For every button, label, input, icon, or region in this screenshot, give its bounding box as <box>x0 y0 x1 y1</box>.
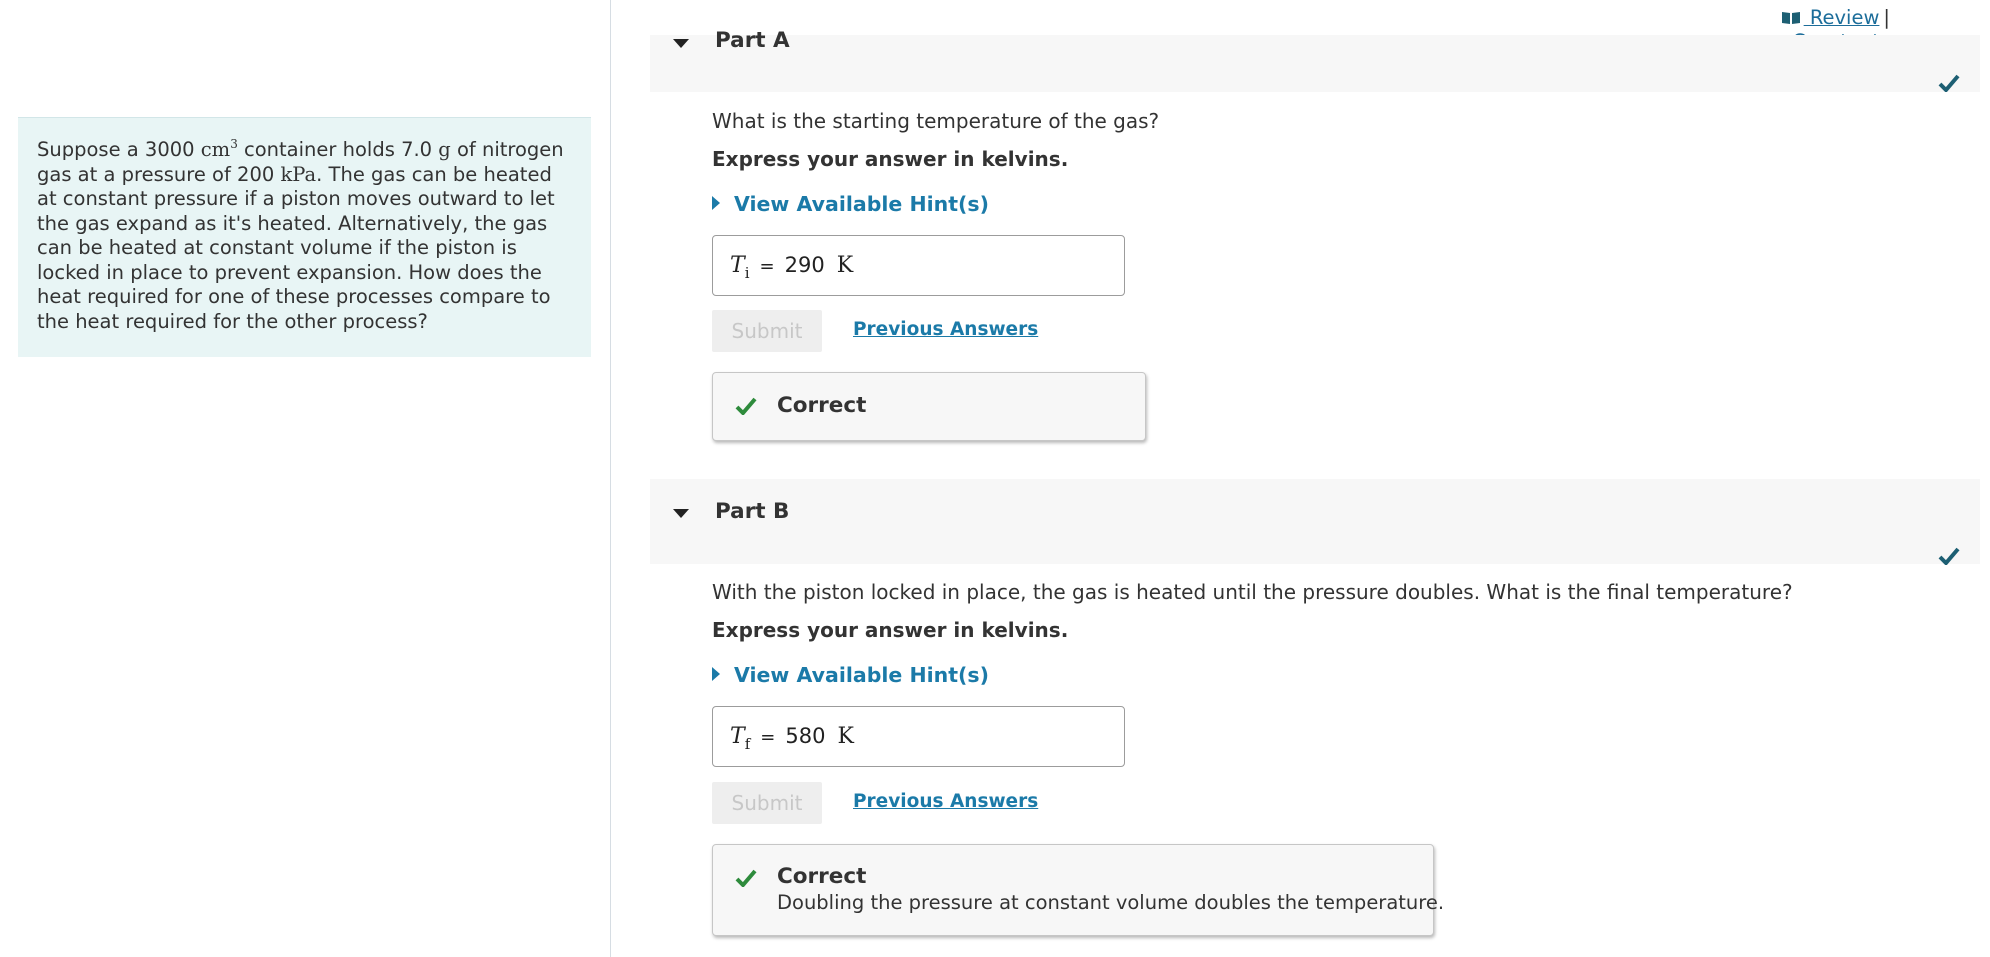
caret-down-icon <box>673 509 689 518</box>
part-b-hint-toggle[interactable] <box>712 663 989 687</box>
part-b-answer-field[interactable] <box>712 706 1125 767</box>
caret-down-icon <box>673 39 689 48</box>
part-b-feedback-title: Correct <box>777 864 867 889</box>
part-a-answer-field[interactable] <box>712 235 1125 296</box>
part-a-previous-answers-link[interactable]: Previous Answers <box>853 319 1039 340</box>
answer-value: 290 <box>784 253 825 277</box>
problem-statement <box>18 117 591 357</box>
checkmark-icon <box>735 397 757 415</box>
part-a-feedback-title: Correct <box>777 393 867 418</box>
intro-text-4: . The gas can be heated at constant pressure if a piston moves outward to let the gas expand as it's heated. Alternatively, the gas can be heated at constant volume if the piston is locked in place to prevent expansion. How does the heat required for one of these processes compare to the heat required for the other process? <box>37 162 555 333</box>
part-a-submit-button[interactable]: Submit <box>712 310 822 352</box>
part-a-title: Part A <box>715 28 790 53</box>
answer-equals: = <box>759 256 775 277</box>
answer-subscript: f <box>744 735 751 753</box>
part-a-feedback <box>712 372 1146 441</box>
part-a-instruction: Express your answer in kelvins. <box>712 147 1069 171</box>
answer-subscript: i <box>744 264 750 282</box>
answer-value: 580 <box>785 724 826 748</box>
checkmark-icon <box>735 869 757 887</box>
part-a-hint-label: View Available Hint(s) <box>734 192 989 216</box>
review-link[interactable] <box>1781 6 1880 29</box>
answer-equals: = <box>760 727 776 748</box>
answer-unit: K <box>837 724 854 749</box>
checkmark-icon <box>1938 547 1960 565</box>
part-b-hint-label: View Available Hint(s) <box>734 663 989 687</box>
intro-pane <box>0 0 611 957</box>
part-a-question: What is the starting temperature of the gas? <box>712 109 1160 133</box>
intro-text-2: container holds 7.0 <box>237 138 439 161</box>
part-b-submit-button[interactable]: Submit <box>712 782 822 824</box>
part-a-hint-toggle[interactable] <box>712 192 989 216</box>
mass-unit: g <box>438 138 451 161</box>
part-b-instruction: Express your answer in kelvins. <box>712 618 1069 642</box>
caret-right-icon <box>712 667 720 681</box>
part-b-question: With the piston locked in place, the gas is heated until the pressure doubles. What is the final temperature? <box>712 580 1793 604</box>
part-b-feedback <box>712 844 1445 936</box>
caret-right-icon <box>712 196 720 210</box>
volume-unit: cm <box>200 138 231 161</box>
link-separator: | <box>1883 6 1890 29</box>
answer-variable: T <box>730 724 745 749</box>
part-b-header[interactable] <box>650 479 1980 564</box>
part-a-header[interactable] <box>650 28 1980 92</box>
intro-text-3: of nitrogen gas at a pressure of 200 <box>37 138 564 186</box>
part-b-feedback-message: Doubling the pressure at constant volume doubles the temperature. <box>777 891 1445 914</box>
intro-text-1: Suppose a 3000 <box>37 138 201 161</box>
answer-variable: T <box>730 253 745 278</box>
checkmark-icon <box>1938 74 1960 92</box>
book-icon <box>1781 11 1801 25</box>
part-b-previous-answers-link[interactable]: Previous Answers <box>853 791 1039 812</box>
pressure-unit: kPa <box>280 162 317 186</box>
part-b-title: Part B <box>715 499 790 524</box>
volume-exponent: 3 <box>230 136 238 151</box>
answer-unit: K <box>836 253 854 278</box>
review-link-label: Review <box>1803 6 1880 29</box>
